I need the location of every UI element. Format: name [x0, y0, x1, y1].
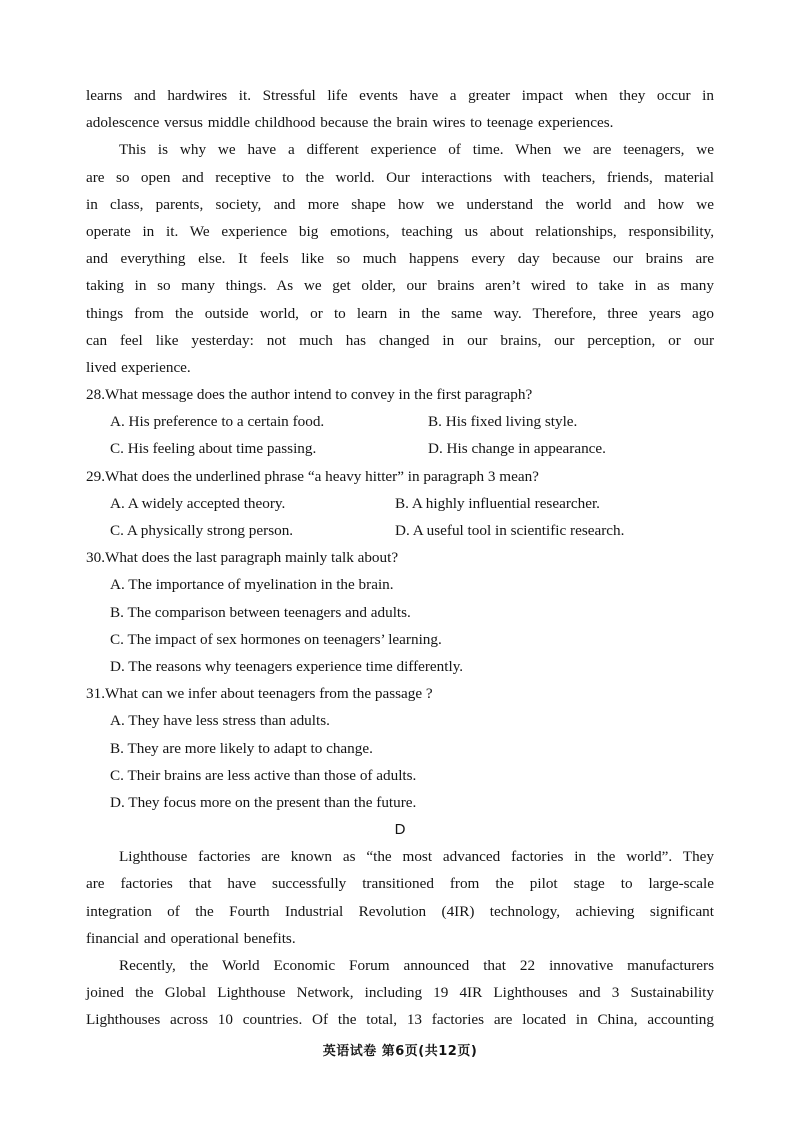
option-row — [86, 435, 714, 462]
text-line: adolescence versus middle childhood because the brain wires to teenage experiences. — [86, 114, 614, 132]
text-line: lived experience. — [86, 358, 191, 376]
option-row — [86, 517, 714, 544]
option-b: B. A highly influential researcher. — [395, 494, 600, 512]
text-line: learns and hardwires it. Stressful life events have a greater impact when they occur in — [86, 87, 714, 104]
option-c: C. The impact of sex hormones on teenagers’ learning. — [110, 630, 442, 648]
paragraph-lighthouse-network — [86, 952, 714, 1034]
text-line: can feel like yesterday: not much has changed in our brains, our perception, or our — [86, 331, 714, 349]
page-footer: 英语试卷 第6页(共12页) — [322, 1044, 478, 1059]
text-line: This is why we have a different experience of time. When we are teenagers, we — [119, 141, 714, 159]
option-c: C. Their brains are less active than those of adults. — [110, 766, 417, 784]
paragraph-time-experience — [86, 136, 714, 381]
option-row — [86, 408, 714, 435]
text-line: are factories that have successfully transitioned from the pilot stage to large-scale — [86, 875, 714, 893]
text-line: and everything else. It feels like so much happens every day because our brains are — [86, 250, 714, 268]
option-a: A. A widely accepted theory. — [110, 494, 286, 512]
text-line: joined the Global Lighthouse Network, including 19 4IR Lighthouses and 3 Sustainability — [86, 984, 714, 1002]
option-row — [86, 490, 714, 517]
text-line: things from the outside world, or to learn in the same way. Therefore, three years ago — [86, 304, 714, 322]
option-d: D. A useful tool in scientific research. — [395, 522, 625, 539]
option-d: D. They focus more on the present than the future. — [110, 793, 417, 811]
question-stem: 29.What does the underlined phrase “a heavy hitter” in paragraph 3 mean? — [86, 467, 539, 485]
question-28 — [86, 381, 714, 463]
question-stem: 30.What does the last paragraph mainly talk about? — [86, 549, 399, 567]
text-line: operate in it. We experience big emotions, teaching us about relationships, responsibility, — [86, 222, 714, 240]
option-b: B. The comparison between teenagers and adults. — [110, 603, 411, 621]
question-31 — [86, 680, 714, 816]
text-line: in class, parents, society, and more shape how we understand the world and how we — [86, 195, 714, 213]
section-title: D — [394, 821, 406, 839]
option-c: C. A physically strong person. — [110, 522, 294, 539]
option-b: B. They are more likely to adapt to change. — [110, 739, 373, 757]
text-line: Recently, the World Economic Forum announced that 22 innovative manufacturers — [119, 957, 714, 974]
paragraph-lighthouse-intro — [86, 843, 714, 952]
text-line: are so open and receptive to the world. Our interactions with teachers, friends, material — [86, 168, 714, 186]
text-line: taking in so many things. As we get older, our brains aren’t wired to take in as many — [86, 277, 714, 295]
question-stem: 31.What can we infer about teenagers from the passage ? — [86, 685, 433, 703]
text-line: integration of the Fourth Industrial Revolution (4IR) technology, achieving significant — [86, 902, 714, 920]
paragraph-continuation — [86, 82, 714, 136]
text-line: Lighthouses across 10 countries. Of the total, 13 factories are located in China, accounting — [86, 1011, 714, 1029]
text-line: financial and operational benefits. — [86, 929, 296, 947]
option-b: B. His fixed living style. — [428, 413, 578, 431]
question-stem: 28.What message does the author intend to convey in the first paragraph? — [86, 386, 533, 404]
question-29 — [86, 463, 714, 545]
text-column — [86, 82, 714, 1034]
option-a: A. They have less stress than adults. — [110, 712, 330, 730]
option-d: D. His change in appearance. — [428, 440, 606, 458]
option-a: A. His preference to a certain food. — [110, 413, 325, 431]
question-30 — [86, 544, 714, 680]
option-a: A. The importance of myelination in the brain. — [110, 576, 394, 594]
text-line: Lighthouse factories are known as “the most advanced factories in the world”. They — [119, 848, 714, 866]
option-c: C. His feeling about time passing. — [110, 440, 317, 458]
option-d: D. The reasons why teenagers experience time differently. — [110, 657, 464, 675]
